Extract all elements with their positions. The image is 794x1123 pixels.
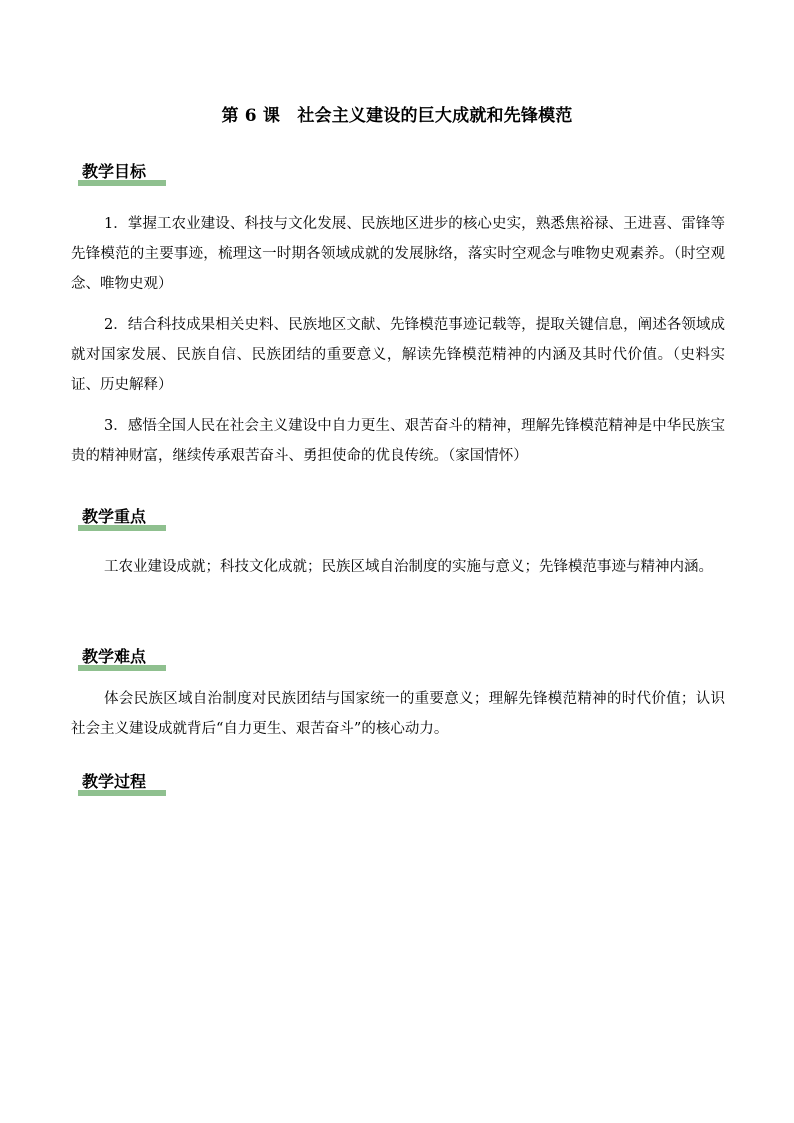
- section-heading-difficulties: [78, 646, 146, 674]
- objective-item-2: 2．结合科技成果相关史料、民族地区文献、先锋模范事迹记载等，提取关键信息，阐述各领域成就对国家发展、民族自信、民族团结的重要意义，解读先锋模范精神的内涵及其时代价值。（史料实证、历史解释）: [71, 317, 725, 393]
- section-heading-label: 教学过程: [82, 772, 147, 791]
- page-title: 第 6 课 社会主义建设的巨大成就和先锋模范: [221, 106, 573, 126]
- objective-item-1: 1．掌握工农业建设、科技与文化发展、民族地区进步的核心史实，熟悉焦裕禄、王进喜、雷锋等先锋模范的主要事迹，梳理这一时期各领域成就的发展脉络，落实时空观念与唯物史观素养。（时空观念、唯物史观）: [71, 216, 725, 292]
- difficulties-text: 体会民族区域自治制度对民族团结与国家统一的重要意义；理解先锋模范精神的时代价值；认识社会主义建设成就背后“自力更生、艰苦奋斗”的核心动力。: [71, 691, 725, 737]
- section-heading-process: [78, 771, 146, 799]
- section-heading-label: 教学重点: [82, 507, 147, 526]
- key-points-text: 工农业建设成就；科技文化成就；民族区域自治制度的实施与意义；先锋模范事迹与精神内涵。: [104, 559, 713, 575]
- section-heading-objectives: [78, 161, 146, 189]
- section-heading-label: 教学目标: [82, 162, 147, 181]
- objective-item-3: 3．感悟全国人民在社会主义建设中自力更生、艰苦奋斗的精神，理解先锋模范精神是中华民族宝贵的精神财富，继续传承艰苦奋斗、勇担使命的优良传统。（家国情怀）: [71, 418, 725, 464]
- section-heading-key-points: [78, 506, 146, 534]
- section-heading-label: 教学难点: [82, 647, 147, 666]
